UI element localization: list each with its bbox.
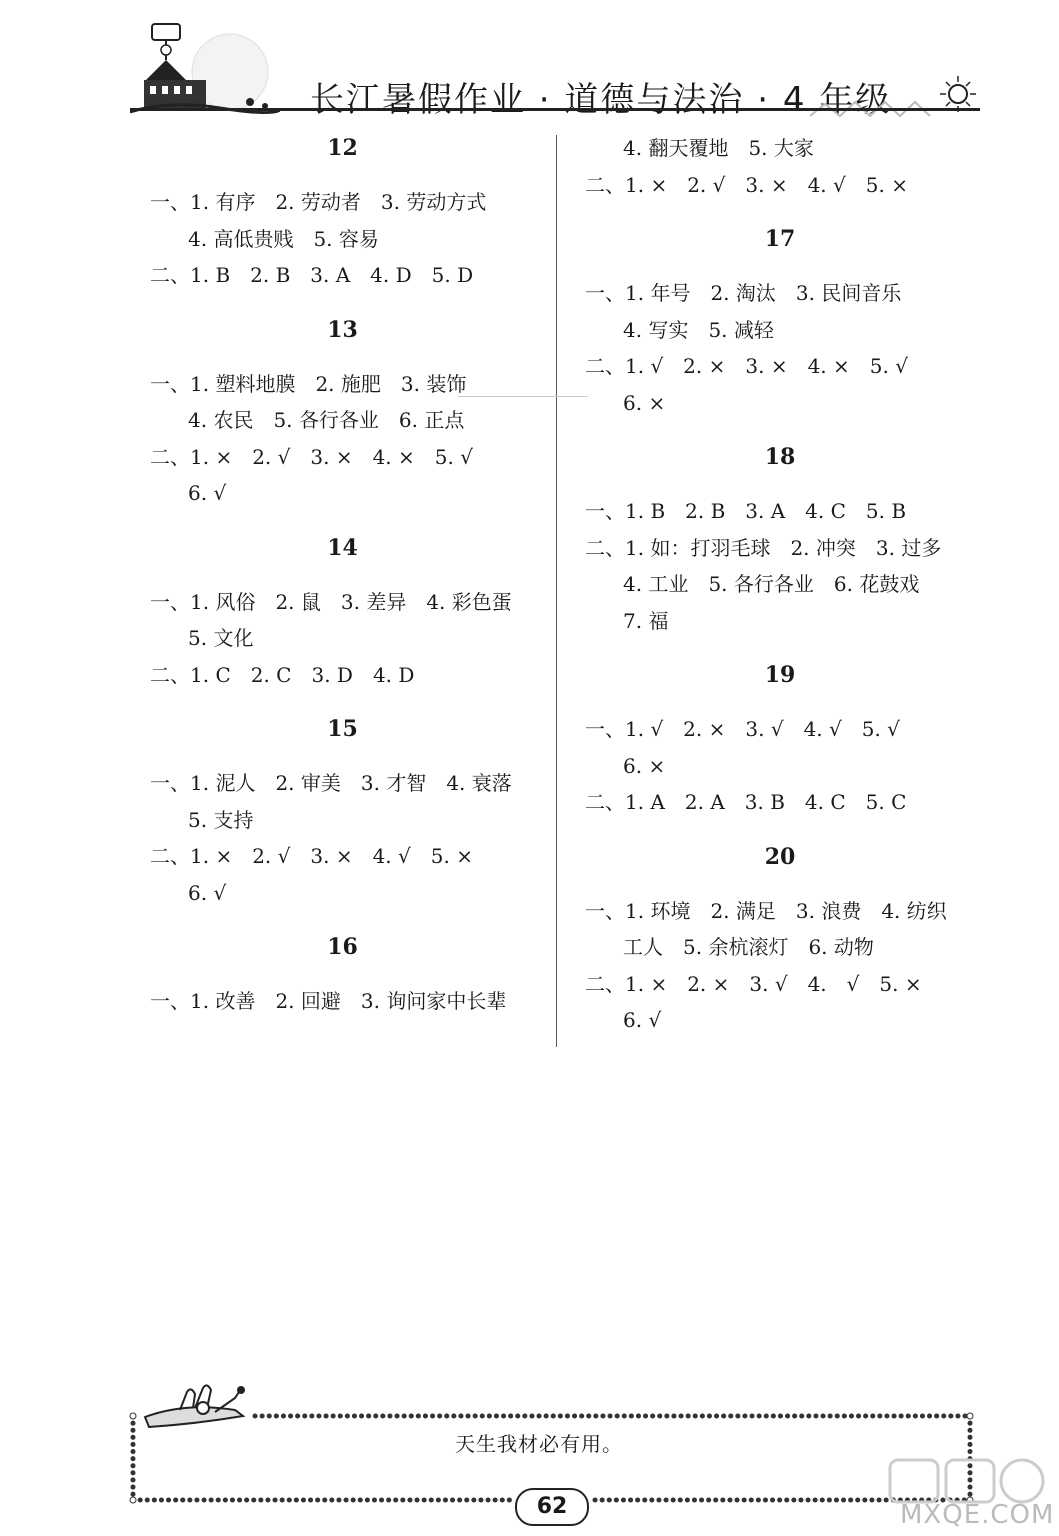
answer-line: 4. 工业 5. 各行各业 6. 花鼓戏	[623, 572, 920, 596]
answer-line: 7. 福	[623, 608, 669, 633]
answer-line: 4. 翻天覆地 5. 大家	[623, 136, 814, 160]
airplane-rabbit-icon	[145, 1385, 244, 1427]
sun-decoration-icon	[810, 72, 980, 122]
answer-line: 一、1. B 2. B 3. A 4. C 5. B	[585, 499, 907, 523]
answer-line: 二、1. 如：打羽毛球 2. 冲突 3. 过多	[585, 535, 942, 560]
answer-line: 二、1. × 2. × 3. √ 4. √ 5. ×	[585, 971, 922, 996]
answer-line: 6. √	[188, 481, 227, 505]
answers-left-column	[150, 130, 535, 1020]
answer-line: 6. √	[188, 880, 227, 905]
section-number: 18	[764, 444, 796, 470]
section-19	[585, 657, 975, 821]
page-header	[120, 12, 980, 122]
answer-line: 一、1. 有序 2. 劳动者 3. 劳动方式	[150, 190, 487, 214]
page-number: 62	[515, 1488, 589, 1526]
section-17	[585, 221, 975, 421]
answer-line: 6. √	[623, 1008, 662, 1032]
answer-line: 一、1. 风俗 2. 鼠 3. 差异 4. 彩色蛋	[150, 589, 512, 614]
answer-line: 二、1. A 2. A 3. B 4. C 5. C	[585, 790, 907, 814]
section-number: 17	[764, 226, 796, 252]
section-number: 15	[327, 716, 358, 742]
answer-line: 一、1. 泥人 2. 审美 3. 才智 4. 衰落	[150, 771, 512, 795]
section-number: 20	[764, 843, 796, 870]
answer-line: 4. 写实 5. 减轻	[623, 317, 774, 342]
answer-line: 二、1. B 2. B 3. A 4. D 5. D	[150, 263, 474, 287]
answer-line: 二、1. √ 2. × 3. × 4. × 5. √	[585, 354, 908, 378]
faint-rule	[458, 396, 588, 397]
answer-line: 一、1. 环境 2. 满足 3. 浪费 4. 纺织	[585, 898, 947, 923]
answer-line: 一、1. √ 2. × 3. √ 4. √ 5. √	[585, 717, 900, 741]
school-building-icon	[130, 20, 280, 115]
section-16	[150, 929, 535, 1020]
section-number: 19	[764, 662, 796, 688]
answer-line: 6. ×	[623, 753, 666, 778]
header-rule	[130, 108, 980, 111]
watermark-url: MXQE.COM	[900, 1500, 1055, 1530]
section-12	[150, 130, 535, 294]
section-18	[585, 439, 975, 639]
answer-line: 二、1. × 2. √ 3. × 4. √ 5. ×	[150, 844, 473, 868]
answer-line: 5. 支持	[188, 807, 254, 832]
section-15	[150, 711, 535, 911]
answer-line: 4. 农民 5. 各行各业 6. 正点	[188, 408, 465, 432]
answer-line: 二、1. × 2. √ 3. × 4. √ 5. ×	[585, 172, 908, 197]
section-number: 14	[327, 534, 358, 561]
answers-right-column	[585, 130, 975, 1039]
answer-line: 一、1. 塑料地膜 2. 施肥 3. 装饰	[150, 371, 467, 396]
answer-line: 一、1. 改善 2. 回避 3. 询问家中长辈	[150, 989, 507, 1013]
column-divider	[556, 135, 557, 1047]
section-13	[150, 312, 535, 512]
section-number: 16	[327, 934, 358, 960]
section-16-continued	[585, 130, 975, 203]
answer-line: 6. ×	[623, 390, 666, 415]
section-14	[150, 530, 535, 694]
section-number: 12	[327, 135, 358, 161]
answer-line: 二、1. × 2. √ 3. × 4. × 5. √	[150, 444, 473, 469]
answer-line: 二、1. C 2. C 3. D 4. D	[150, 662, 415, 687]
page-title: 长江暑假作业 · 道德与法治 · 4 年级	[310, 80, 892, 120]
section-20	[585, 839, 975, 1039]
answer-line: 工人 5. 余杭滚灯 6. 动物	[623, 935, 874, 959]
section-number: 13	[327, 316, 358, 343]
footer-slogan: 天生我材必有用。	[455, 1432, 623, 1456]
answer-line: 5. 文化	[188, 626, 254, 650]
answer-line: 一、1. 年号 2. 淘汰 3. 民间音乐	[585, 281, 902, 305]
answer-line: 4. 高低贵贱 5. 容易	[188, 226, 379, 251]
